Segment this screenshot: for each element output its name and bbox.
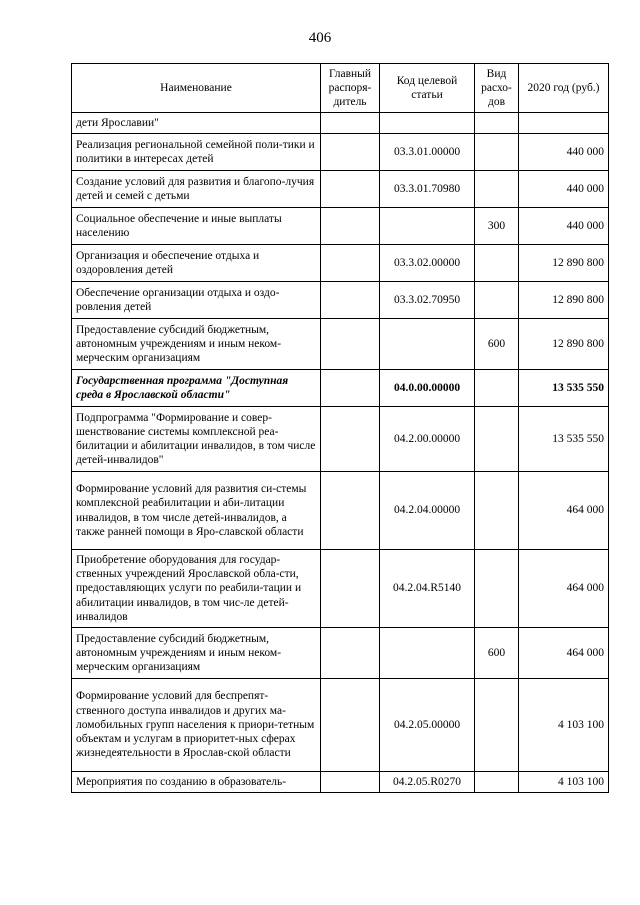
row-name: Мероприятия по созданию в образователь- <box>72 772 321 793</box>
row-amount: 440 000 <box>519 208 609 245</box>
row-code <box>380 208 475 245</box>
row-type <box>475 407 519 472</box>
row-amount <box>519 113 609 134</box>
header-name: Наименование <box>72 64 321 113</box>
header-admin: Главный распоря-дитель <box>321 64 380 113</box>
row-admin <box>321 113 380 134</box>
row-admin <box>321 134 380 171</box>
row-name: Формирование условий для беспрепят-ственного доступа инвалидов и других ма-ломобильных групп населения к приори-тетным объектам и услугам в приоритет-ных сферах жизнедеятельности в Ярослав-ской области <box>72 679 321 772</box>
row-admin <box>321 319 380 370</box>
row-name: Создание условий для развития и благопо-лучия детей и семей с детьми <box>72 171 321 208</box>
row-code <box>380 319 475 370</box>
row-type: 600 <box>475 628 519 679</box>
row-admin <box>321 628 380 679</box>
row-amount: 12 890 800 <box>519 282 609 319</box>
row-admin <box>321 679 380 772</box>
row-admin <box>321 370 380 407</box>
row-code: 04.0.00.00000 <box>380 370 475 407</box>
row-type <box>475 113 519 134</box>
row-code: 04.2.05.R0270 <box>380 772 475 793</box>
row-amount: 13 535 550 <box>519 370 609 407</box>
row-type <box>475 679 519 772</box>
row-code: 04.2.00.00000 <box>380 407 475 472</box>
row-type <box>475 171 519 208</box>
row-amount: 12 890 800 <box>519 245 609 282</box>
row-name: Формирование условий для развития си-стемы комплексной реабилитации и аби-литации инвалидов, в том числе детей-инвалидов, а также ранней помощи в Яро-славской области <box>72 472 321 550</box>
table-row <box>72 679 609 772</box>
row-amount: 464 000 <box>519 472 609 550</box>
row-type: 300 <box>475 208 519 245</box>
row-code: 03.3.01.70980 <box>380 171 475 208</box>
row-code: 03.3.02.00000 <box>380 245 475 282</box>
table-row-program <box>72 370 609 407</box>
page-number: 406 <box>308 30 332 46</box>
table-row <box>72 113 609 134</box>
table-row <box>72 171 609 208</box>
row-admin <box>321 208 380 245</box>
row-admin <box>321 472 380 550</box>
table-row <box>72 208 609 245</box>
row-code: 04.2.05.00000 <box>380 679 475 772</box>
table-row <box>72 407 609 472</box>
row-amount: 4 103 100 <box>519 772 609 793</box>
table-row <box>72 772 609 793</box>
row-code: 04.2.04.R5140 <box>380 550 475 628</box>
table-row <box>72 472 609 550</box>
row-type <box>475 245 519 282</box>
table-header-row <box>72 64 609 113</box>
row-name: Предоставление субсидий бюджетным, автономным учреждениям и иным неком-мерческим организациям <box>72 628 321 679</box>
row-amount: 464 000 <box>519 628 609 679</box>
row-admin <box>321 245 380 282</box>
row-type <box>475 370 519 407</box>
row-code <box>380 113 475 134</box>
header-amount: 2020 год (руб.) <box>519 64 609 113</box>
row-name: Организация и обеспечение отдыха и оздоровления детей <box>72 245 321 282</box>
row-amount: 12 890 800 <box>519 319 609 370</box>
table-row <box>72 628 609 679</box>
row-type <box>475 282 519 319</box>
row-admin <box>321 772 380 793</box>
row-name: Социальное обеспечение и иные выплаты населению <box>72 208 321 245</box>
row-name: Государственная программа "Доступная среда в Ярославской области" <box>72 370 321 407</box>
row-code: 03.3.02.70950 <box>380 282 475 319</box>
row-amount: 440 000 <box>519 171 609 208</box>
header-type: Вид расхо-дов <box>475 64 519 113</box>
header-code: Код целевой статьи <box>380 64 475 113</box>
row-amount: 4 103 100 <box>519 679 609 772</box>
row-amount: 464 000 <box>519 550 609 628</box>
row-name: Реализация региональной семейной поли-тики и политики в интересах детей <box>72 134 321 171</box>
table-row <box>72 282 609 319</box>
row-type <box>475 550 519 628</box>
table-row <box>72 134 609 171</box>
row-admin <box>321 171 380 208</box>
row-admin <box>321 407 380 472</box>
row-code: 03.3.01.00000 <box>380 134 475 171</box>
table-row <box>72 319 609 370</box>
row-type <box>475 772 519 793</box>
row-type <box>475 134 519 171</box>
row-code: 04.2.04.00000 <box>380 472 475 550</box>
budget-table <box>71 63 609 793</box>
row-admin <box>321 550 380 628</box>
row-name: Приобретение оборудования для государ-ственных учреждений Ярославской обла-сти, предоставляющих услуги по реабили-тации и абилитации инвалидов, в том чис-ле детей-инвалидов <box>72 550 321 628</box>
table-row <box>72 245 609 282</box>
row-type: 600 <box>475 319 519 370</box>
row-name: Обеспечение организации отдыха и оздо-ровления детей <box>72 282 321 319</box>
row-name: дети Ярославии" <box>72 113 321 134</box>
row-amount: 13 535 550 <box>519 407 609 472</box>
row-type <box>475 472 519 550</box>
row-name: Подпрограмма "Формирование и совер-шенствование системы комплексной реа-билитации и абилитации инвалидов, в том числе детей-инвалидов" <box>72 407 321 472</box>
row-amount: 440 000 <box>519 134 609 171</box>
row-name: Предоставление субсидий бюджетным, автономным учреждениям и иным неком-мерческим организациям <box>72 319 321 370</box>
row-admin <box>321 282 380 319</box>
row-code <box>380 628 475 679</box>
table-row <box>72 550 609 628</box>
